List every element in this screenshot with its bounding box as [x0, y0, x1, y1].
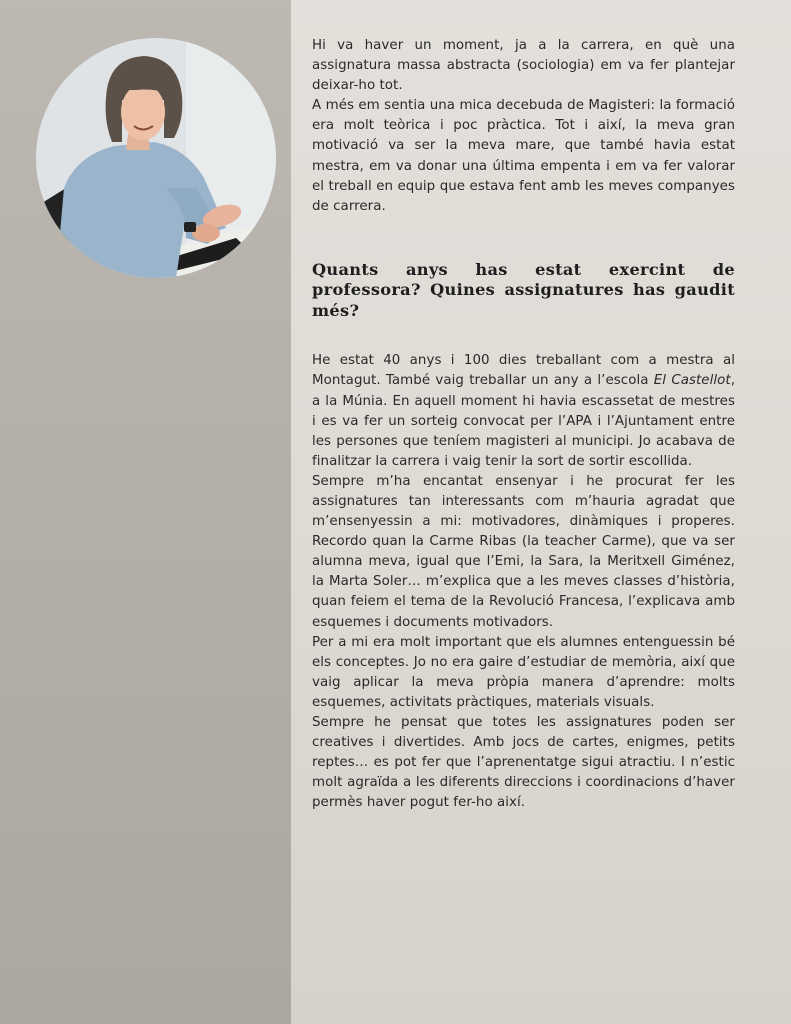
answer-p1-before: He estat 40 anys i 100 dies treballant com a mestra al Montagut. També vaig treballar un any a l’escola [312, 353, 735, 389]
answer-paragraph-1 [312, 351, 735, 472]
answer-paragraph-2: Sempre m’ha encantat ensenyar i he procurat fer les assignatures tan interessants com m’hauria agradat que m’ensenyessin a mi: motivadores, dinàmiques i properes. Recordo quan la Carme Ribas (la teacher Carme), que va ser alumna meva, igual que l’Emi, la Sara, la Meritxell Giménez, la Marta Soler… m’explica que a les meves classes d’història, quan feiem el tema de la Revolució Francesa, l’explicava amb esquemes i documents motivadors. [312, 473, 735, 630]
article-text [312, 36, 735, 814]
answer-paragraph-4: Sempre he pensat que totes les assignatures poden ser creatives i divertides. Amb jocs de cartes, enigmes, petits reptes… es pot fer que l’aprenentatge sigui atractiu. I n’estic molt agraïda a les diferents direccions i coordinacions d’haver permès haver pogut fer-ho així. [312, 715, 735, 811]
answer-p1-after: , a la Múnia. En aquell moment hi havia escassetat de mestres i es va fer un sorteig convocat per l’APA i l’Ajuntament entre les persones que teníem magisteri al municipi. Jo acabava de finalitzar la carrera i vaig tenir la sort de sortir escollida. [312, 373, 735, 469]
answer-section [312, 351, 735, 813]
intro-paragraph-1: Hi va haver un moment, ja a la carrera, en què una assignatura massa abstracta (sociologia) em va fer plantejar deixar-ho tot. [312, 38, 735, 94]
portrait-photo [36, 38, 276, 278]
school-name: El Castellot [653, 373, 731, 389]
intro-paragraph-2: A més em sentia una mica decebuda de Magisteri: la formació era molt teòrica i poc pràctica. Tot i així, la meva gran motivació va ser la meva mare, que també havia estat mestra, em va donar una última empenta i em va fer valorar el treball en equip que estava fent amb les meves companyes de carrera. [312, 98, 735, 214]
answer-paragraph-3: Per a mi era molt important que els alumnes entenguessin bé els conceptes. Jo no era gaire d’estudiar de memòria, així que vaig aplicar la meva pròpia manera d’aprendre: molts esquemes, activitats pràctiques, materials visuals. [312, 634, 735, 710]
question-heading: Quants anys has estat exercint de professora? Quines assignatures has gaudit més? [312, 259, 735, 320]
